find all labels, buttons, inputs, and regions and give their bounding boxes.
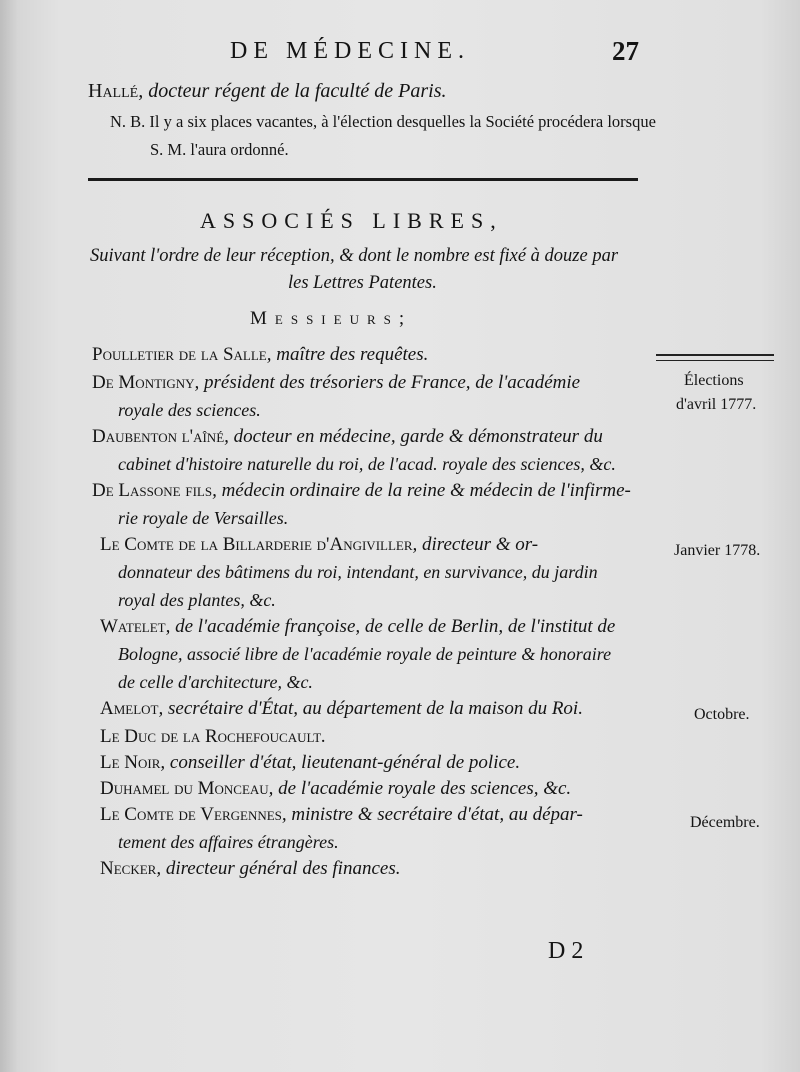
margin-note-elections: Élections: [684, 372, 744, 389]
messieurs-heading: Messieurs;: [250, 308, 413, 329]
halle-name: Hallé: [88, 80, 139, 102]
list-item: [100, 616, 615, 638]
member-desc: , directeur & or-: [412, 534, 539, 555]
member-name: Watelet: [100, 616, 166, 637]
member-desc: , conseiller d'état, lieutenant-général de police.: [160, 752, 521, 773]
member-desc: .: [321, 726, 326, 747]
section-subtitle-line-1: Suivant l'ordre de leur réception, & dont le nombre est fixé à douze par: [90, 246, 619, 266]
note-line-2: S. M. l'aura ordonné.: [150, 140, 289, 159]
list-item: [100, 778, 571, 800]
page-number: 27: [612, 36, 639, 66]
running-head: DE MÉDECINE.: [230, 38, 470, 64]
member-desc: , de l'académie françoise, de celle de Berlin, de l'institut de: [165, 616, 616, 637]
list-item: [92, 480, 631, 502]
halle-entry: [88, 80, 446, 103]
halle-desc: , docteur régent de la faculté de Paris.: [138, 80, 447, 102]
member-desc: , médecin ordinaire de la reine & médecin de l'infirme-: [212, 480, 631, 501]
signature-mark: D 2: [548, 938, 584, 964]
member-desc-cont: donnateur des bâtimens du roi, intendant, en survivance, du jardin: [118, 562, 598, 582]
member-desc: , maître des requêtes.: [266, 344, 429, 365]
list-item: [100, 804, 583, 826]
list-item: [92, 372, 580, 394]
member-name: Necker: [100, 858, 157, 879]
member-name: Le Comte de Vergennes: [100, 804, 282, 825]
member-desc: , docteur en médecine, garde & démonstrateur du: [224, 426, 603, 447]
member-desc: , secrétaire d'État, au département de la maison du Roi.: [158, 698, 583, 719]
member-name: Duhamel du Monceau: [100, 778, 269, 799]
member-desc-cont: cabinet d'histoire naturelle du roi, de l'acad. royale des sciences, &c.: [118, 454, 616, 474]
member-desc: , président des trésoriers de France, de l'académie: [194, 372, 581, 393]
list-item: [100, 698, 583, 720]
list-item: [100, 534, 538, 556]
member-desc-cont: Bologne, associé libre de l'académie royale de peinture & honoraire: [118, 644, 612, 664]
section-divider: [88, 178, 638, 181]
list-item: [92, 344, 428, 366]
member-desc-cont: royal des plantes, &c.: [118, 590, 276, 610]
member-desc-cont: de celle d'architecture, &c.: [118, 672, 313, 692]
member-desc-cont: rie royale de Versailles.: [118, 508, 289, 528]
margin-note-janvier: Janvier 1778.: [674, 542, 761, 559]
member-name: De Lassone fils: [92, 480, 213, 501]
member-name: Le Noir: [100, 752, 161, 773]
margin-note-octobre: Octobre.: [694, 706, 750, 723]
member-name: Poulletier de la Salle: [92, 344, 267, 365]
member-desc: , directeur général des finances.: [156, 858, 401, 879]
list-item: [100, 752, 520, 774]
member-desc: , ministre & secrétaire d'état, au dépar-: [281, 804, 583, 825]
member-desc-cont: royale des sciences.: [118, 400, 261, 420]
member-name: Amelot: [100, 698, 159, 719]
member-name: Daubenton l'aîné: [92, 426, 225, 447]
list-item: [100, 858, 400, 880]
member-desc-cont: tement des affaires étrangères.: [118, 832, 339, 852]
member-desc: , de l'académie royale des sciences, &c.: [268, 778, 572, 799]
list-item: [92, 426, 603, 448]
section-subtitle-line-2: les Lettres Patentes.: [288, 273, 437, 293]
margin-divider: [656, 354, 774, 361]
member-name: Le Duc de la Rochefoucault: [100, 726, 322, 747]
member-name: De Montigny: [92, 372, 195, 393]
note-line-1: N. B. Il y a six places vacantes, à l'élection desquelles la Société procédera lorsque: [110, 112, 656, 131]
member-name: Le Comte de la Billarderie d'Angiviller: [100, 534, 413, 555]
margin-note-avril: d'avril 1777.: [676, 396, 757, 413]
margin-note-decembre: Décembre.: [690, 814, 760, 831]
list-item: [100, 726, 326, 748]
section-title: ASSOCIÉS LIBRES,: [200, 208, 503, 233]
